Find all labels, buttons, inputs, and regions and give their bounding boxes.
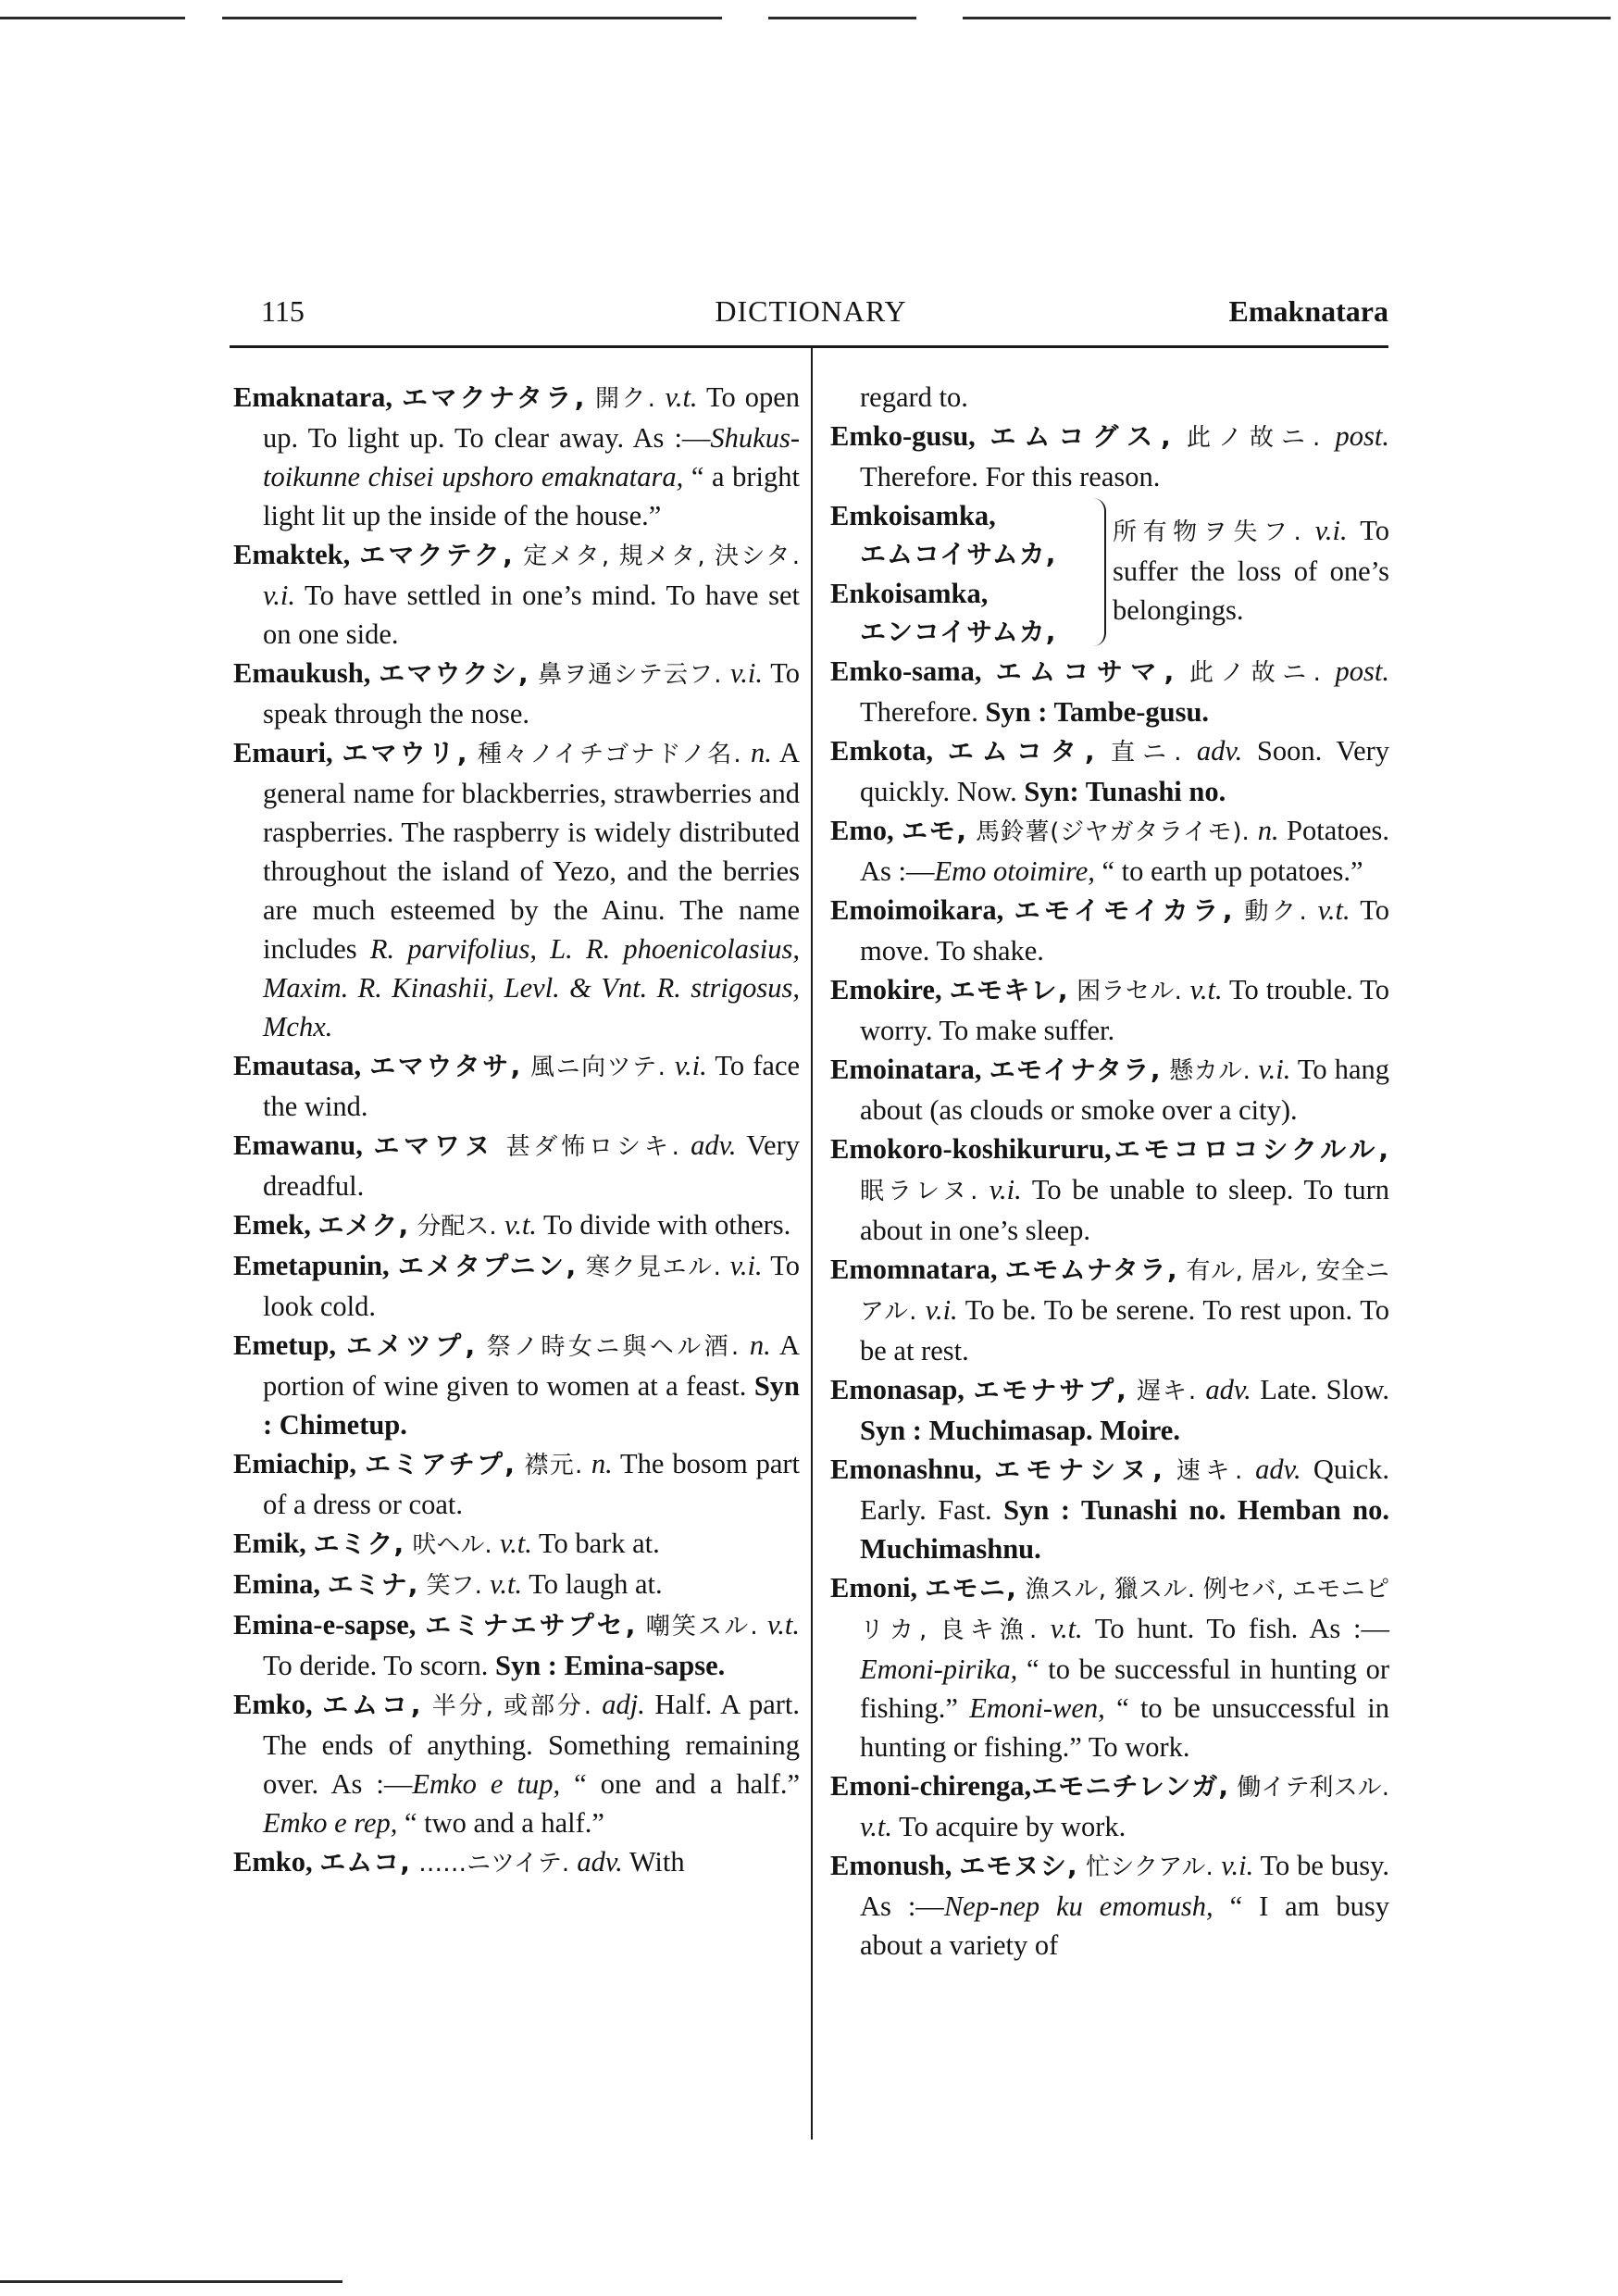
definition-text bbox=[392, 381, 402, 413]
japanese-gloss: 直ニ. bbox=[1095, 739, 1197, 767]
headword-kana: エモムナタラ, bbox=[1004, 1254, 1178, 1285]
headword-kana: エモナシヌ, bbox=[993, 1454, 1164, 1485]
part-of-speech: adj. bbox=[602, 1689, 645, 1720]
part-of-speech: adv. bbox=[1196, 735, 1243, 767]
headword-kana: エミナエサプセ, bbox=[425, 1610, 637, 1641]
headword: Emko-sama, bbox=[830, 655, 982, 687]
headword-kana: エムコサマ, bbox=[995, 656, 1176, 687]
definition-text: To bark at. bbox=[531, 1528, 660, 1559]
headword: Emkota, bbox=[830, 735, 933, 767]
headword: Emokire, bbox=[830, 974, 942, 1005]
definition-text: A portion of wine given to women at a feast. bbox=[263, 1329, 801, 1402]
dictionary-entry bbox=[830, 1370, 1389, 1450]
japanese-gloss: 襟元. bbox=[515, 1452, 591, 1479]
japanese-gloss: 開ク. bbox=[585, 385, 666, 413]
japanese-gloss: 所有物ヲ失フ. bbox=[1113, 518, 1315, 546]
headword-kana: エムコグス, bbox=[989, 421, 1172, 452]
definition-text: “ to be successful in hunting or fishing.” bbox=[860, 1653, 1389, 1724]
definition-text bbox=[313, 1689, 323, 1720]
example-text: R. parvifolius, L. R. phoenicolasius, Maxim. R. Kinashii, Levl. & Vnt. R. strigosus, Mchx. bbox=[263, 933, 800, 1042]
headword-kana: エモコロコシクルル, bbox=[1111, 1134, 1389, 1165]
example-text: Emko e tup, bbox=[412, 1768, 561, 1800]
dictionary-entry bbox=[830, 731, 1389, 811]
part-of-speech: v.i. bbox=[263, 580, 295, 611]
part-of-speech: adv. bbox=[1205, 1374, 1251, 1405]
synonym: Syn : Tambe-gusu. bbox=[985, 696, 1210, 728]
dictionary-entry bbox=[233, 1126, 800, 1205]
part-of-speech: v.i. bbox=[1258, 1054, 1291, 1085]
definition-text: To be. To be serene. To rest upon. To be at rest. bbox=[860, 1294, 1389, 1366]
japanese-gloss: 速キ. bbox=[1163, 1457, 1256, 1485]
definition-text: To laugh at. bbox=[522, 1568, 663, 1600]
part-of-speech: v.t. bbox=[1050, 1613, 1083, 1644]
headword: Emina-e-sapse, bbox=[233, 1609, 417, 1641]
headword-kana: エンコイサムカ, bbox=[860, 617, 1057, 647]
headword-kana: エモキレ, bbox=[949, 975, 1069, 1005]
japanese-gloss: 働イテ利スル. bbox=[1229, 1774, 1389, 1802]
dictionary-entry bbox=[233, 733, 800, 1046]
japanese-gloss: 吠ヘル. bbox=[404, 1531, 500, 1559]
definition-text: To open up. To light up. To clear away. As :— bbox=[263, 381, 800, 454]
headword: Emoinatara, bbox=[830, 1054, 982, 1085]
dictionary-entry bbox=[233, 1565, 800, 1605]
part-of-speech: v.t. bbox=[504, 1209, 537, 1241]
definition-text: To look cold. bbox=[263, 1250, 801, 1322]
definition-text: “ to be unsuccessful in hunting or fishing.” To work. bbox=[860, 1692, 1390, 1763]
headword-kana: エメク, bbox=[317, 1210, 410, 1241]
dictionary-entry bbox=[830, 652, 1389, 731]
definition-text: To suffer the loss of one’s belongings. bbox=[1113, 515, 1389, 626]
definition-text: A general name for blackberries, strawberries and raspberries. The raspberry is widely distributed throughout the island of Yezo, and the berries are much esteemed by the Ainu. The name includes bbox=[263, 737, 801, 965]
page-number: 115 bbox=[261, 294, 305, 328]
headword: Emonashnu, bbox=[830, 1454, 982, 1485]
japanese-gloss: 甚ダ怖ロシキ. bbox=[494, 1133, 691, 1161]
headword-kana: エミアチプ, bbox=[364, 1449, 516, 1479]
japanese-gloss: 嘲笑スル. bbox=[636, 1613, 767, 1641]
dictionary-entry bbox=[233, 1842, 800, 1883]
japanese-gloss: 困ラセル. bbox=[1068, 978, 1190, 1005]
part-of-speech: n. bbox=[591, 1448, 613, 1479]
definition-text bbox=[942, 974, 950, 1005]
dictionary-entry bbox=[233, 1605, 800, 1685]
part-of-speech: adv. bbox=[691, 1129, 737, 1161]
headword-kana: エマウリ, bbox=[342, 738, 468, 768]
japanese-gloss: 眠ラレヌ. bbox=[860, 1178, 989, 1205]
definition-text: The bosom part of a dress or coat. bbox=[263, 1448, 800, 1520]
dictionary-entry bbox=[830, 417, 1389, 496]
dictionary-entry bbox=[233, 1524, 800, 1565]
japanese-gloss: 定メタ, 規メタ, 決シタ. bbox=[513, 543, 800, 570]
headword: Emaknatara, bbox=[233, 381, 392, 413]
left-column bbox=[233, 378, 800, 1883]
dictionary-entry bbox=[830, 1129, 1389, 1250]
definition-text: To divide with others. bbox=[536, 1209, 791, 1241]
headword: Emaktek, bbox=[233, 539, 351, 570]
definition-text: To hunt. To fish. As :— bbox=[1082, 1613, 1389, 1644]
dictionary-entry bbox=[830, 811, 1389, 891]
example-text: Emoni-pirika, bbox=[860, 1653, 1018, 1685]
part-of-speech: v.i. bbox=[674, 1050, 707, 1081]
japanese-gloss: 此ノ故ニ. bbox=[1175, 659, 1336, 687]
synonym: Syn: Tunashi no. bbox=[1024, 776, 1226, 807]
headword-kana: エモナサプ, bbox=[973, 1375, 1127, 1405]
headword: Emiachip, bbox=[233, 1448, 357, 1479]
japanese-gloss: 鼻ヲ通シテ云フ. bbox=[529, 661, 730, 689]
definition-text: To trouble. To worry. To make suffer. bbox=[860, 974, 1390, 1046]
headword: Emokoro-koshikururu, bbox=[830, 1133, 1112, 1165]
dictionary-entry bbox=[830, 1250, 1389, 1370]
headword: Emko, bbox=[233, 1846, 313, 1878]
definition-text: Very dreadful. bbox=[263, 1129, 801, 1202]
japanese-gloss: 此ノ故ニ. bbox=[1171, 424, 1336, 452]
definition-text bbox=[390, 1250, 398, 1281]
definition-text bbox=[976, 420, 990, 452]
japanese-gloss: 有ル, 居ル, 安全ニアル. bbox=[860, 1257, 1390, 1326]
part-of-speech: v.t. bbox=[499, 1528, 532, 1559]
headword-kana: エマクテク, bbox=[359, 540, 514, 570]
definition-text: To face the wind. bbox=[263, 1050, 801, 1122]
headword: Emautasa, bbox=[233, 1050, 362, 1081]
japanese-gloss: 馬鈴薯(ジヤガタライモ). bbox=[967, 818, 1258, 846]
definition-text bbox=[917, 1572, 925, 1603]
example-text: Nep-nep ku emomush, bbox=[943, 1890, 1214, 1922]
right-column bbox=[830, 378, 1389, 1965]
japanese-gloss: ……ニツイテ. bbox=[410, 1850, 578, 1878]
part-of-speech: v.t. bbox=[767, 1609, 800, 1641]
definition-text bbox=[982, 1054, 989, 1085]
part-of-speech: v.t. bbox=[665, 381, 698, 413]
dictionary-entry bbox=[233, 1685, 800, 1842]
part-of-speech: post. bbox=[1335, 655, 1390, 687]
headword: Emoni-chirenga, bbox=[830, 1770, 1032, 1802]
headword: Emonush, bbox=[830, 1850, 952, 1881]
dictionary-entry bbox=[233, 1444, 800, 1524]
definition-text bbox=[333, 737, 342, 768]
synonym: Syn : Emina-sapse. bbox=[494, 1650, 726, 1681]
dictionary-entry bbox=[830, 891, 1389, 970]
definition-text bbox=[982, 1454, 994, 1485]
page-title: DICTIONARY bbox=[715, 294, 907, 328]
part-of-speech: v.t. bbox=[1189, 974, 1223, 1005]
headword: Emaukush, bbox=[233, 657, 371, 689]
definition-text: Potatoes. As :— bbox=[860, 815, 1390, 887]
japanese-gloss: 祭ノ時女ニ與ヘル酒. bbox=[476, 1333, 750, 1361]
japanese-gloss: 懸カル. bbox=[1161, 1057, 1259, 1085]
dictionary-entry bbox=[830, 1050, 1389, 1129]
japanese-gloss: 動ク. bbox=[1233, 898, 1318, 926]
headword: Emko-gusu, bbox=[830, 420, 976, 452]
definition-text bbox=[370, 657, 379, 689]
synonym: Syn : Muchimasap. Moire. bbox=[860, 1415, 1180, 1446]
brace-symbol bbox=[1089, 498, 1106, 646]
headword: Emoimoikara, bbox=[830, 894, 1004, 926]
definition-text bbox=[336, 1329, 346, 1361]
synonym: Syn : Chimetup. bbox=[263, 1370, 800, 1441]
example-text: Emo otoimire, bbox=[934, 855, 1095, 887]
page-header bbox=[233, 294, 1388, 331]
part-of-speech: v.t. bbox=[490, 1568, 523, 1600]
definition-text: With bbox=[622, 1846, 685, 1878]
part-of-speech: v.t. bbox=[1317, 894, 1350, 926]
headword-kana: エメタプニン, bbox=[397, 1251, 578, 1281]
definition-text bbox=[997, 1254, 1004, 1285]
definition-text: Late. Slow. bbox=[1251, 1374, 1390, 1405]
definition-text: To have settled in one’s mind. To have set on one side. bbox=[263, 580, 800, 650]
headword-kana: エミク, bbox=[313, 1529, 405, 1559]
top-rule-2 bbox=[222, 17, 722, 19]
definition-text: To be busy. As :— bbox=[860, 1850, 1390, 1922]
headword-kana: エモ, bbox=[901, 816, 968, 846]
definition-text: “ to earth up potatoes.” bbox=[1094, 855, 1363, 887]
headword-kana: エマウタサ, bbox=[369, 1051, 522, 1081]
definition-text: To hang about (as clouds or smoke over a city). bbox=[860, 1054, 1389, 1126]
part-of-speech: v.i. bbox=[729, 1250, 763, 1281]
definition-text bbox=[363, 1129, 373, 1161]
definition-text: Therefore. bbox=[860, 696, 986, 728]
japanese-gloss: 半分, 或部分. bbox=[421, 1692, 603, 1720]
dictionary-entry bbox=[233, 535, 800, 654]
definition-text: To be unable to sleep. To turn about in one’s sleep. bbox=[860, 1174, 1389, 1246]
definition-text bbox=[356, 1448, 365, 1479]
definition-text: To acquire by work. bbox=[892, 1811, 1126, 1842]
example-text: Emko e rep, bbox=[263, 1807, 398, 1839]
definition-text bbox=[1003, 894, 1014, 926]
example-text: Shukus-toikunne chisei upshoro emaknatara, bbox=[263, 422, 800, 493]
headword-kana: エモイナタラ, bbox=[989, 1054, 1162, 1085]
definition-text: Therefore. For this reason. bbox=[860, 461, 1161, 493]
headword: Emetup, bbox=[233, 1329, 336, 1361]
definition-text bbox=[982, 655, 996, 687]
japanese-gloss: 分配ス. bbox=[409, 1213, 504, 1241]
japanese-gloss: 風ニ向ツテ. bbox=[521, 1054, 675, 1081]
example-text: Emoni-wen, bbox=[969, 1692, 1105, 1724]
headword-kana: エモヌシ, bbox=[959, 1851, 1078, 1881]
headword-kana: エモイモイカラ, bbox=[1014, 895, 1234, 926]
headword-kana: エマワヌ bbox=[373, 1130, 495, 1161]
part-of-speech: v.i. bbox=[1221, 1850, 1254, 1881]
definition-text: “ one and a half.” bbox=[560, 1768, 800, 1800]
headword-kana: エマクナタラ, bbox=[401, 382, 586, 413]
part-of-speech: adv. bbox=[1255, 1454, 1301, 1485]
headword: Emina, bbox=[233, 1568, 321, 1600]
headword: Emomnatara, bbox=[830, 1254, 998, 1285]
definition bbox=[1113, 511, 1389, 630]
part-of-speech: n. bbox=[751, 737, 772, 768]
headword-kana: エモニ, bbox=[925, 1573, 1017, 1603]
dictionary-entry bbox=[233, 1046, 800, 1126]
dictionary-entry bbox=[830, 1766, 1389, 1846]
top-rule-4 bbox=[963, 17, 1611, 19]
headword: Emauri, bbox=[233, 737, 333, 768]
top-rule-1 bbox=[0, 17, 185, 19]
definition-text bbox=[320, 1568, 328, 1600]
part-of-speech: v.i. bbox=[925, 1294, 958, 1326]
headword: Enkoisamka, bbox=[830, 578, 989, 609]
definition-text: “ two and a half.” bbox=[397, 1807, 604, 1839]
header-rule bbox=[230, 345, 1388, 348]
dictionary-entry bbox=[233, 654, 800, 733]
headword: Emoni, bbox=[830, 1572, 918, 1603]
synonym: Syn : Tunashi no. Hemban no. Muchimashnu. bbox=[860, 1494, 1389, 1565]
part-of-speech: v.i. bbox=[989, 1174, 1022, 1205]
running-head: Emaknatara bbox=[1228, 294, 1388, 328]
headword: Emko, bbox=[233, 1689, 313, 1720]
definition-text: Quick. Early. Fast. bbox=[860, 1454, 1389, 1526]
part-of-speech: adv. bbox=[577, 1846, 623, 1878]
definition-text: “ a bright light lit up the inside of the house.” bbox=[263, 461, 800, 531]
dictionary-entry bbox=[830, 1450, 1389, 1568]
headword-kana: エムコ, bbox=[322, 1690, 422, 1720]
japanese-gloss: 忙シクアル. bbox=[1077, 1853, 1222, 1881]
headword: Emkoisamka, bbox=[830, 500, 996, 531]
column-divider bbox=[811, 348, 813, 2140]
part-of-speech: n. bbox=[1257, 815, 1279, 846]
definition-text bbox=[416, 1609, 425, 1641]
headword-kana: エムコイサムカ, bbox=[860, 539, 1057, 569]
part-of-speech: v.t. bbox=[860, 1811, 892, 1842]
top-rule-3 bbox=[768, 17, 916, 19]
definition-text bbox=[361, 1050, 369, 1081]
headword-kana: エメツプ, bbox=[345, 1330, 477, 1361]
japanese-gloss: 寒ク見エル. bbox=[577, 1254, 730, 1281]
part-of-speech: n. bbox=[749, 1329, 771, 1361]
definition-text: Half. A part. The ends of anything. Something remaining over. As :— bbox=[263, 1689, 801, 1800]
dictionary-entry-emkoisamka bbox=[830, 496, 1389, 652]
dictionary-entry bbox=[830, 1846, 1389, 1965]
headword-kana: エモニチレンガ, bbox=[1031, 1771, 1230, 1802]
headword: Emo, bbox=[830, 815, 894, 846]
headword-kana: エムコ, bbox=[319, 1847, 411, 1878]
dictionary-entry bbox=[830, 970, 1389, 1050]
headword: Emik, bbox=[233, 1528, 306, 1559]
headword: Emonasap, bbox=[830, 1374, 965, 1405]
part-of-speech: post. bbox=[1335, 420, 1390, 452]
dictionary-entry bbox=[233, 378, 800, 535]
dictionary-entry bbox=[830, 1568, 1389, 1766]
japanese-gloss: 遅キ. bbox=[1126, 1378, 1206, 1405]
dictionary-entry bbox=[233, 1246, 800, 1326]
headword-kana: エミナ, bbox=[327, 1569, 419, 1600]
headword-kana: エマウクシ, bbox=[379, 658, 529, 689]
part-of-speech: v.i. bbox=[730, 657, 763, 689]
definition-text bbox=[350, 539, 359, 570]
definition-text bbox=[311, 1209, 318, 1241]
definition-text: To deride. To scorn. bbox=[263, 1650, 495, 1681]
definition-text: Soon. Very quickly. Now. bbox=[860, 735, 1390, 807]
definition-text: To move. To shake. bbox=[860, 894, 1390, 967]
headword: Emawanu, bbox=[233, 1129, 363, 1161]
dictionary-entry bbox=[830, 378, 1389, 417]
definition-text: “ I am busy about a variety of bbox=[860, 1890, 1389, 1961]
definition-text bbox=[894, 815, 902, 846]
japanese-gloss: 種々ノイチゴナドノ名. bbox=[467, 741, 752, 768]
headword: Emek, bbox=[233, 1209, 311, 1241]
bottom-rule bbox=[0, 2280, 342, 2283]
japanese-gloss: 漁スル, 獵スル. 例セバ, エモニピリカ, 良キ漁. bbox=[860, 1576, 1389, 1644]
part-of-speech: v.i. bbox=[1314, 515, 1348, 546]
definition-text: To speak through the nose. bbox=[263, 657, 800, 730]
dictionary-entry bbox=[233, 1205, 800, 1246]
definition-text bbox=[933, 735, 948, 767]
headword: Emetapunin, bbox=[233, 1250, 390, 1281]
definition-text: regard to. bbox=[860, 381, 968, 413]
dictionary-entry bbox=[233, 1326, 800, 1444]
headword-kana: エムコタ, bbox=[947, 736, 1096, 767]
japanese-gloss: 笑フ. bbox=[418, 1572, 491, 1600]
